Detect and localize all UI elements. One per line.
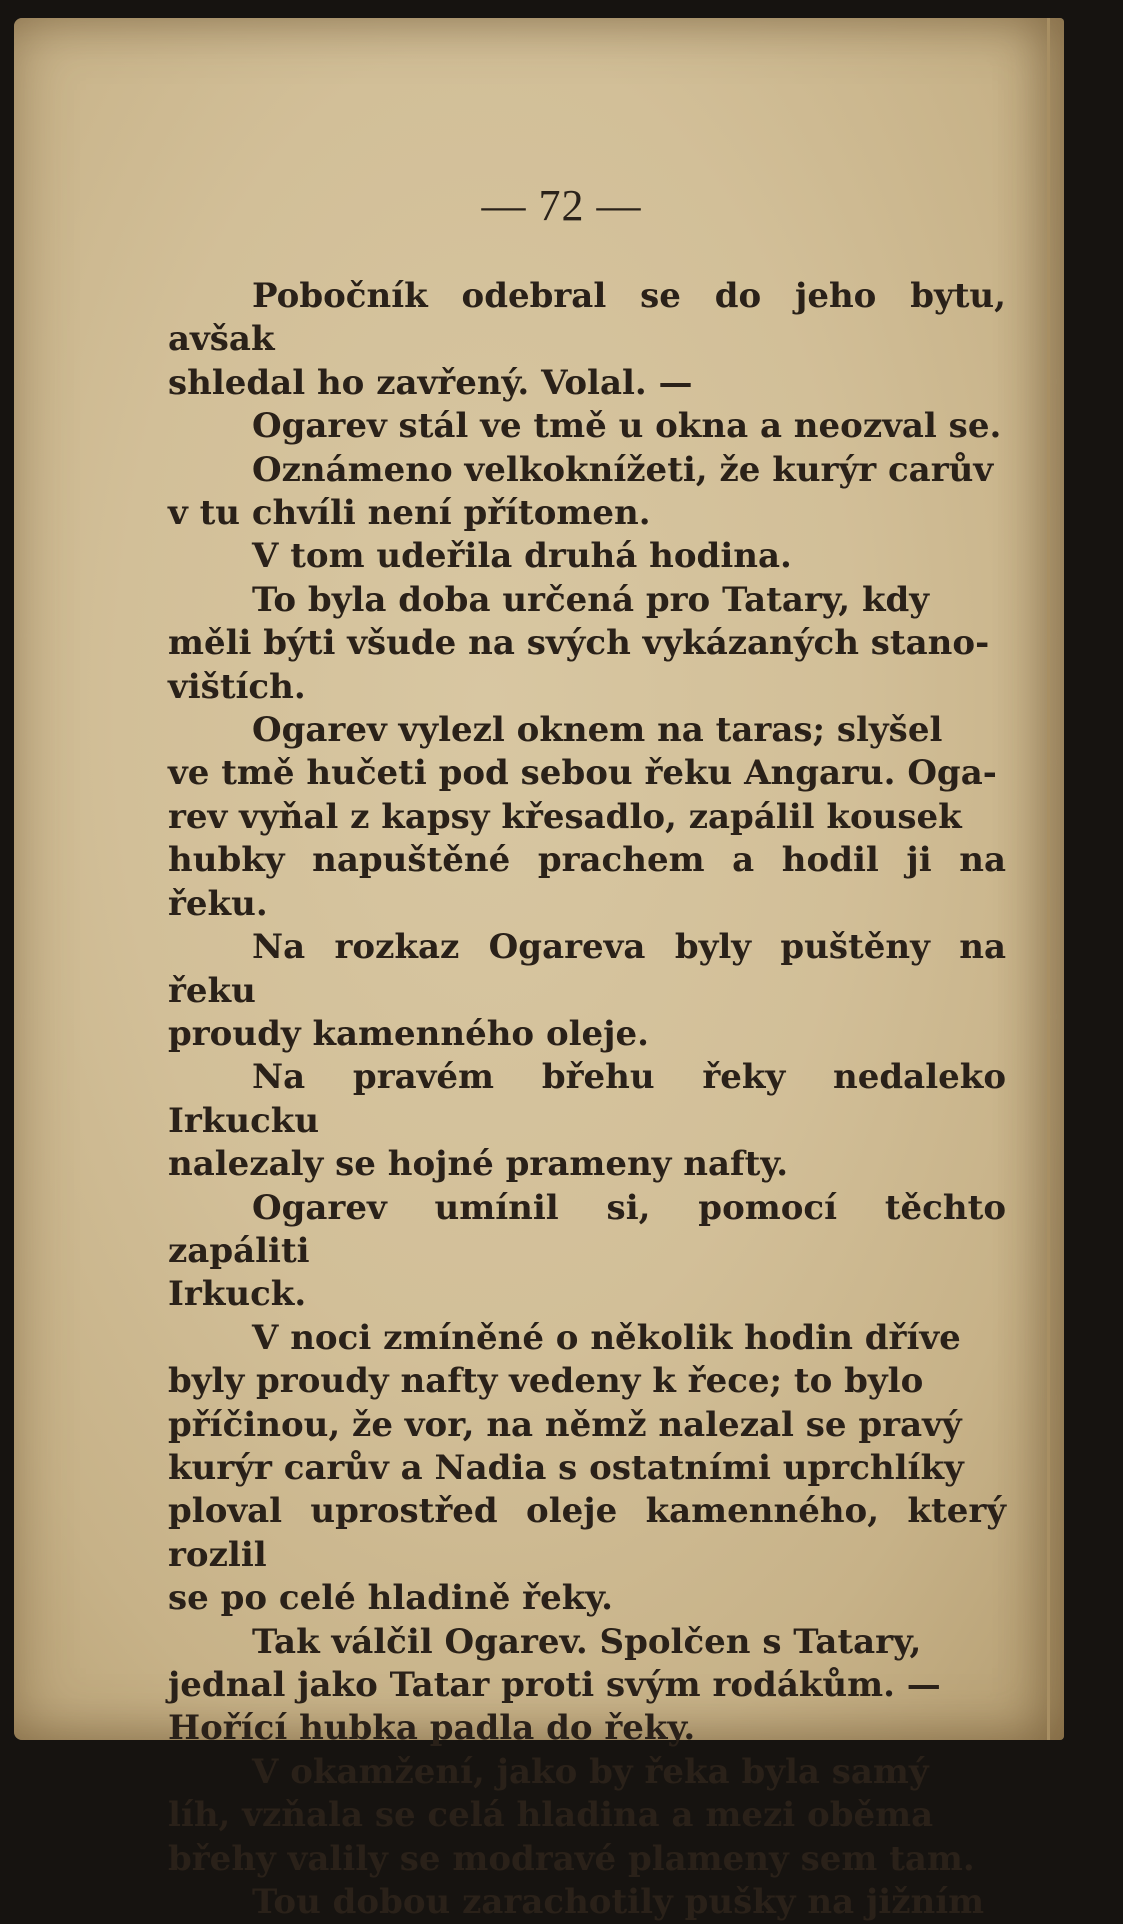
paragraph: To byla doba určená pro Tatary, kdy měli býti všude na svých vykázaných stano- vištích. xyxy=(168,579,990,707)
paragraph: Tak válčil Ogarev. Spolčen s Tatary, jednal jako Tatar proti svým rodákům. — Hořící hubka padla do řeky. xyxy=(168,1621,941,1749)
paragraph: Ogarev stál ve tmě u okna a neozval se. xyxy=(252,406,1002,447)
page-gutter xyxy=(1047,18,1050,1740)
paragraph: Ogarev vylezl oknem na taras; slyšel ve tmě hučeti pod sebou řeku Angaru. Oga- rev vyňal z kapsy křesadlo, zapálil kousek hubky napuštěné prachem a hodil ji na řeku. xyxy=(168,710,1006,924)
paragraph: V okamžení, jako by řeka byla samý líh, vzňala se celá hladina a mezi oběma břehy valily se modravé plameny sem tam. xyxy=(168,1751,975,1879)
paragraph: Pobočník odebral se do jeho bytu, avšak shledal ho zavřený. Volal. — xyxy=(168,276,1006,403)
paragraph: V noci zmíněné o několik hodin dříve byly proudy nafty vedeny k řece; to bylo příčinou, že vor, na němž nalezal se pravý kurýr carův a Nadia s ostatními uprchlíky ploval uprostřed oleje kamenného, který rozlil se po celé hladině řeky. xyxy=(168,1317,1006,1619)
body-text xyxy=(168,275,1006,1924)
page-number: — 72 — xyxy=(481,181,642,230)
paragraph: Na rozkaz Ogareva byly puštěny na řeku proudy kamenného oleje. xyxy=(168,927,1006,1054)
paragraph: Oznámeno velkoknížeti, že kurýr carův v tu chvíli není přítomen. xyxy=(168,449,994,534)
paragraph: Na pravém břehu řeky nedaleko Irkucku nalezaly se hojné prameny nafty. xyxy=(168,1057,1006,1185)
paragraph: Tou dobou zarachotily pušky na jižním xyxy=(252,1882,985,1923)
paragraph: V tom udeřila druhá hodina. xyxy=(252,536,792,577)
paragraph: Ogarev umínil si, pomocí těchto zapáliti Irkuck. xyxy=(168,1187,1006,1315)
